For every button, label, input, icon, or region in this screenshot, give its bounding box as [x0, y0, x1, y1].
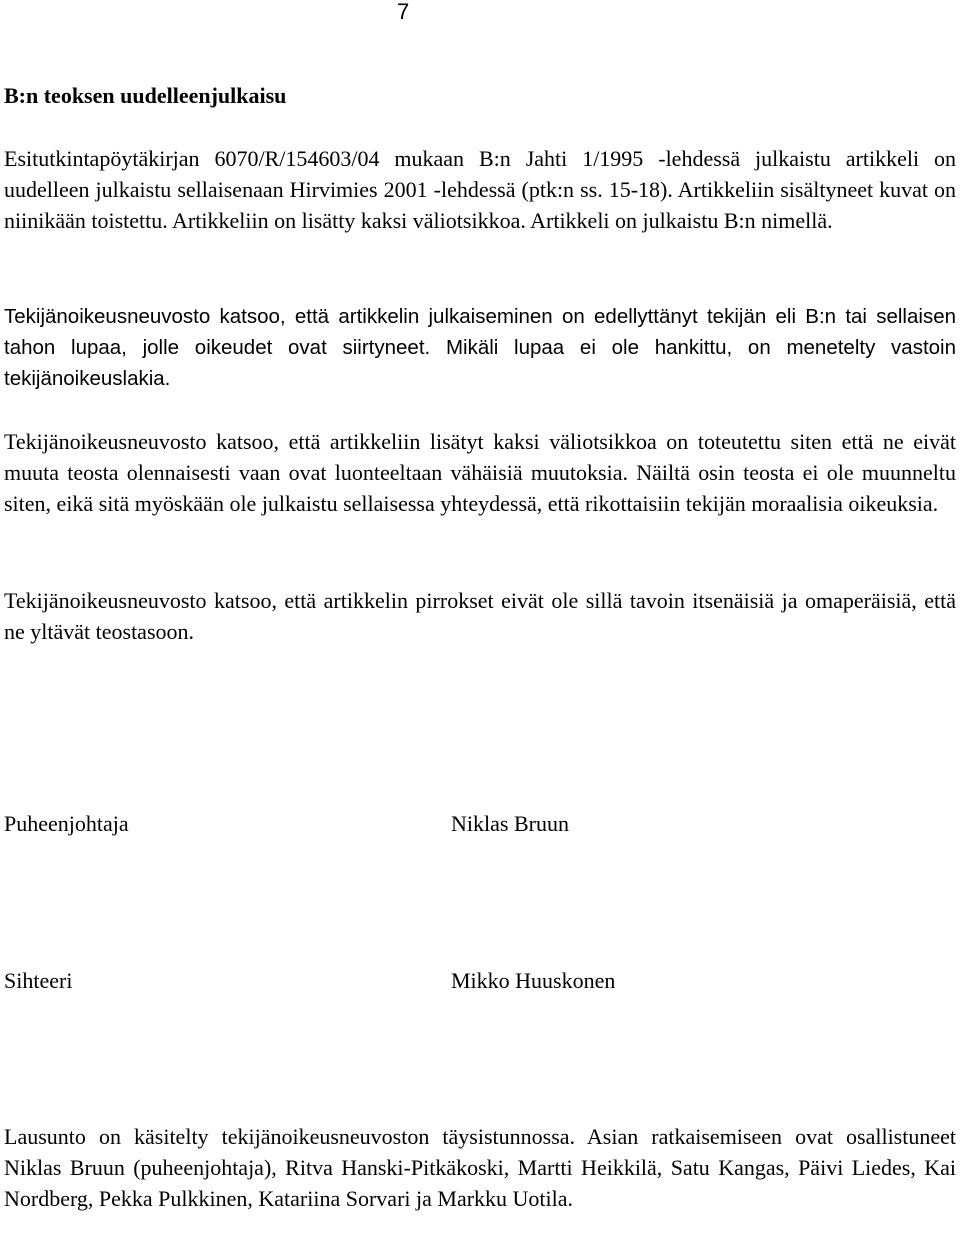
- signature-name: Niklas Bruun: [451, 811, 569, 836]
- paragraph-permission-assessment: Tekijänoikeusneuvosto katsoo, että artikkelin julkaiseminen on edellyttänyt tekijän eli B:n tai sellaisen tahon lupaa, jolle oikeudet ovat siirtyneet. Mikäli lupaa ei ole hankittu, on menetelty vastoin tekijänoikeuslakia.: [4, 305, 956, 390]
- page-number: 7: [397, 0, 410, 24]
- signature-chairperson: [4, 809, 956, 839]
- paragraph-publication-facts: Esitutkintapöytäkirjan 6070/R/154603/04 mukaan B:n Jahti 1/1995 -lehdessä julkaistu artikkeli on uudelleen julkaistu sellaisenaan Hirvimies 2001 -lehdessä (ptk:n ss. 15-18). Artikkeliin sisältyneet kuvat on niinikään toistettu. Artikkeliin on lisätty kaksi väliotsikkoa. Artikkeli on julkaistu B:n nimellä.: [4, 146, 956, 233]
- section-heading: B:n teoksen uudelleenjulkaisu: [4, 83, 287, 108]
- signature-name: Mikko Huuskonen: [451, 968, 616, 993]
- signature-role: Sihteeri: [4, 968, 73, 993]
- paragraph-drawings-assessment: Tekijänoikeusneuvosto katsoo, että artikkelin pirrokset eivät ole sillä tavoin itsenäisiä ja omaperäisiä, että ne yltävät teostasoon.: [4, 588, 956, 644]
- closing-statement: Lausunto on käsitelty tekijänoikeusneuvoston täysistunnossa. Asian ratkaisemiseen ovat osallistuneet Niklas Bruun (puheenjohtaja), Ritva Hanski-Pitkäkoski, Martti Heikkilä, Satu Kangas, Päivi Liedes, Kai Nordberg, Pekka Pulkkinen, Katariina Sorvari ja Markku Uotila.: [4, 1124, 956, 1211]
- paragraph-subheading-assessment: Tekijänoikeusneuvosto katsoo, että artikkeliin lisätyt kaksi väliotsikkoa on toteutettu siten että ne eivät muuta teosta olennaisesti vaan ovat luonteeltaan vähäisiä muutoksia. Näiltä osin teosta ei ole muunneltu siten, eikä sitä myöskään ole julkaistu sellaisessa yhteydessä, että rikottaisiin tekijän moraalisia oikeuksia.: [4, 429, 956, 516]
- signature-secretary: [4, 966, 956, 996]
- signature-role: Puheenjohtaja: [4, 811, 129, 836]
